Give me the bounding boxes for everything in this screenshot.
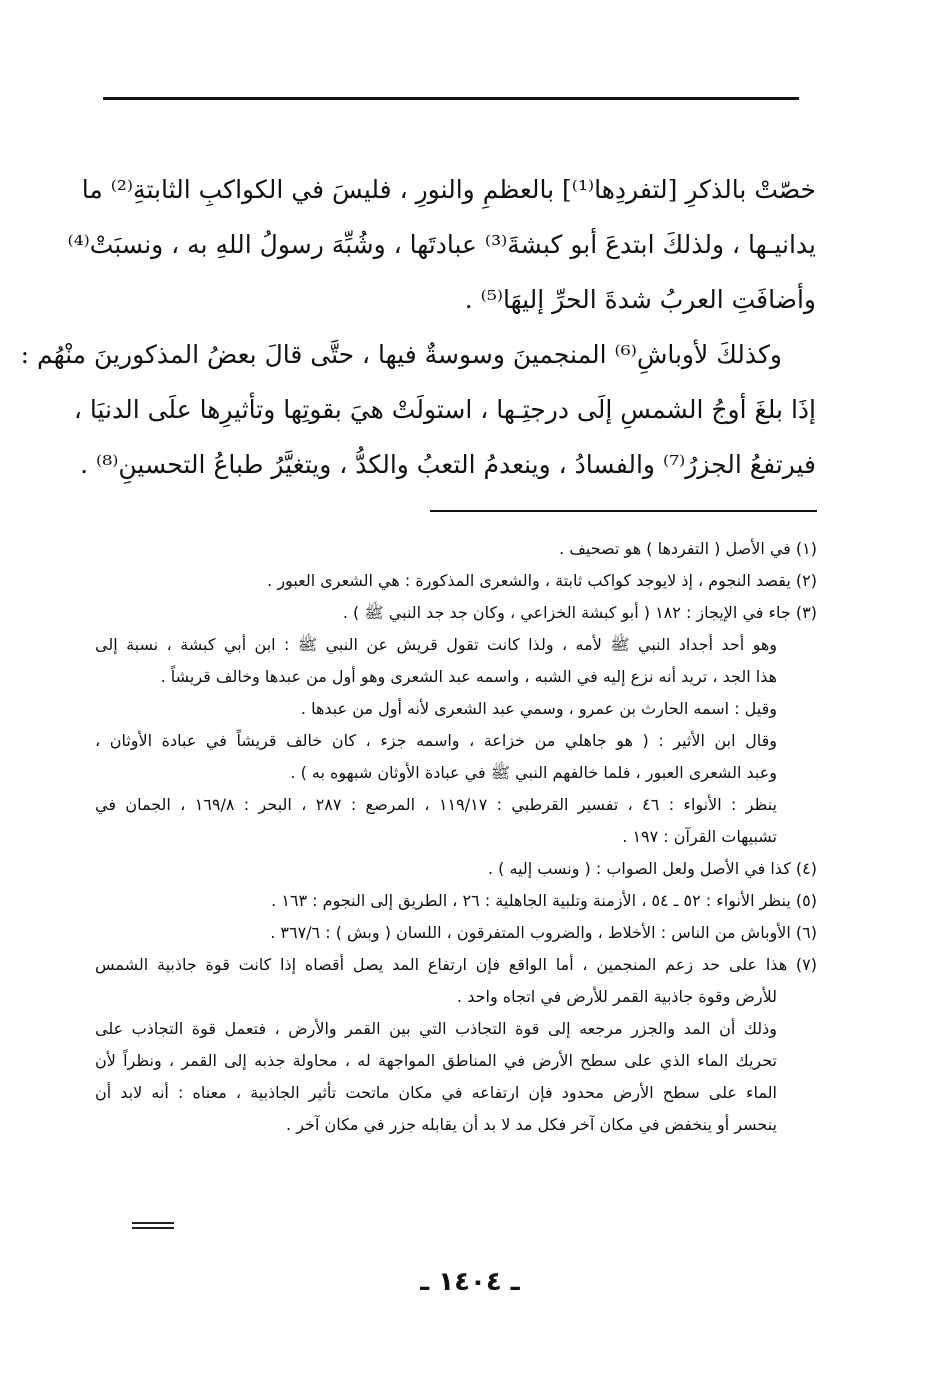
footnotes-block (95, 533, 817, 1141)
footnote-line: (٥) ينظر الأنواء : ٥٢ ـ ٥٤ ، الأزمنة وتلبية الجاهلية : ٢٦ ، الطريق إلى النجوم : ١٦٣ . (271, 891, 817, 910)
footnote-line: تحريك الماء الذي على سطح الأرض في المناطق المواجهة له ، محاولة جذبه إلى القمر ، ونظراً لأن (95, 1051, 777, 1070)
footnote-line: وقال ابن الأثير : ( هو جاهلي من خزاعة ، واسمه جزء ، كان خالف قريشاً في عبادة الأوثان ، (95, 731, 777, 750)
main-text-line: خصّتْ بالذكرِ [لتفردِها⁽¹⁾] بالعظمِ والنورِ ، فليسَ في الكواكبِ الثابتةِ⁽²⁾ ما (81, 175, 816, 204)
footnote-line: (٢) يقصد النجوم ، إذ لايوجد كواكب ثابتة ، والشعرى المذكورة : هي الشعرى العبور . (267, 571, 817, 590)
footnote-line: وعبد الشعرى العبور ، فلما خالفهم النبي ﷺ في عبادة الأوثان شبهوه به ) . (290, 763, 777, 782)
main-text-line: إذَا بلغَ أوجُ الشمسِ إلَى درجتِـها ، استولَتْ هيَ بقوتِها وتأثيرِها علَى الدنيَا ، (73, 395, 816, 424)
footnote-line: ينحسر أو ينخفض في مكان آخر فكل مد لا بد أن يقابله جزر في مكان آخر . (286, 1115, 777, 1134)
main-text-block (20, 162, 816, 492)
footnote-line: (٧) هذا على حد زعم المنجمين ، أما الواقع فإن ارتفاع المد يصل أقصاه إذا كانت قوة جاذبية الشمس (95, 955, 817, 974)
footnote-line: (٤) كذا في الأصل ولعل الصواب : ( ونسب إليه ) . (487, 859, 817, 878)
main-text-line: فيرتفعُ الجزرُ⁽⁷⁾ والفسادُ ، وينعدمُ التعبُ والكدُّ ، ويتغيَّرُ طباعُ التحسينِ⁽⁸⁾ . (80, 450, 816, 479)
footnote-line: (١) في الأصل ( التفردها ) هو تصحيف . (559, 539, 817, 558)
main-text-line: وأضافَتِ العربُ شدةَ الحرِّ إليهَا⁽⁵⁾ . (464, 285, 816, 314)
footnote-line: هذا الجد ، تريد أنه نزع إليه في الشبه ، واسمه عبد الشعرى وهو أول من عبدها وخالف قريشاً . (160, 667, 777, 686)
page-number: ـ ١٤٠٤ ـ (420, 1267, 520, 1297)
footnote-separator (430, 510, 817, 512)
header-rule (103, 97, 799, 100)
footnote-line: ينظر : الأنواء : ٤٦ ، تفسير القرطبي : ١١٩/١٧ ، المرصع : ٢٨٧ ، البحر : ١٦٩/٨ ، الجمان في (95, 795, 778, 814)
footnote-line: تشبيهات القرآن : ١٩٧ . (622, 827, 777, 846)
footnote-line: وقيل : اسمه الحارث بن عمرو ، وسمي عبد الشعرى لأنه أول من عبدها . (300, 699, 777, 718)
main-text-line: وكذلكَ لأوباشِ⁽⁶⁾ المنجمينَ وسوسةٌ فيها ، حتَّى قالَ بعضُ المذكورينَ منْهُم : (20, 340, 782, 369)
footnote-line: وهو أحد أجداد النبي ﷺ لأمه ، ولذا كانت تقول قريش عن النبي ﷺ : ابن أبي كبشة ، نسبة إلى (95, 635, 777, 654)
footnote-line: وذلك أن المد والجزر مرجعه إلى قوة التجاذب التي بين القمر والأرض ، فتعمل قوة التجاذب على (95, 1019, 777, 1038)
footnote-line: (٣) جاء في الإيجاز : ١٨٢ ( أبو كبشة الخزاعي ، وكان جد جد النبي ﷺ ) . (342, 603, 817, 622)
footnote-line: (٦) الأوباش من الناس : الأخلاط ، والضروب المتفرقون ، اللسان ( وبش ) : ٣٦٧/٦ . (270, 923, 817, 942)
footnote-line: للأرض وقوة جاذبية القمر للأرض في اتجاه واحد . (457, 987, 777, 1006)
end-of-page-mark (132, 1222, 174, 1230)
main-text-line: يدانيـها ، ولذلكَ ابتدعَ أبو كبشةَ⁽³⁾ عبادتَها ، وشُبِّهَ رسولُ اللهِ به ، ونسبَتْ⁽⁴⁾ (67, 230, 816, 259)
footnote-line: الماء على سطح الأرض محدود فإن ارتفاعه في مكان ماتحت تأثير الجاذبية ، معناه : أنه لابد أن (95, 1083, 777, 1102)
